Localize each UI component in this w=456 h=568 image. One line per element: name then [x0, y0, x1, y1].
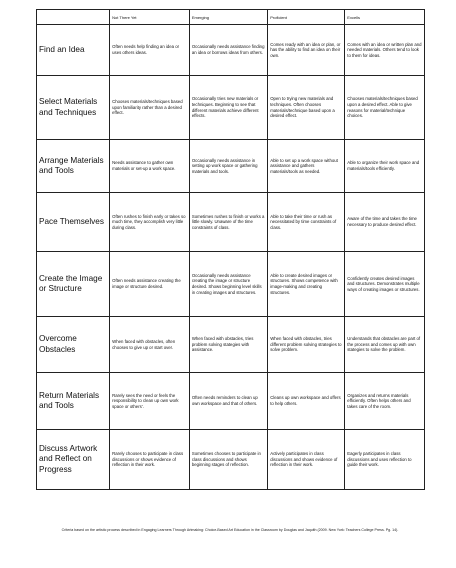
rubric-cell: Able to set up a work space without assistance and gathers materials/tools as needed. — [268, 140, 345, 193]
citation-footer: Criteria based on the artistic process described in Engaging Learners Through Artmaking: Choice-Based Art Education in the Classroom by Douglas and Jaquith (2009. New York: Teachers College Press. Pg. 14). — [61, 528, 399, 532]
rubric-cell: Understands that obstacles are part of the process and comes up with own stategies to solve the problem. — [345, 317, 425, 373]
criterion-label: Create the Image or Structure — [37, 252, 110, 317]
criterion-label: Select Materials and Techniques — [37, 76, 110, 140]
criterion-label: Overcome Obstacles — [37, 317, 110, 373]
rubric-cell: Able to create desired images or structures. Shows competence with image-making and creating structures. — [268, 252, 345, 317]
table-row — [37, 140, 425, 193]
criterion-label: Find an Idea — [37, 25, 110, 76]
rubric-cell: Open to trying new materials and techniques. Often chooses materials/technique based upon a desired effect. — [268, 76, 345, 140]
level-header: Emerging — [189, 10, 267, 25]
rubric-cell: Sometimes chooses to participate in class discussions and shows beginning stages of reflection. — [189, 430, 267, 490]
rubric-cell: Comes ready with an idea or plan, or has the ability to find an idea on their own. — [268, 25, 345, 76]
criterion-label: Pace Themselves — [37, 193, 110, 252]
criterion-label: Return Materials and Tools — [37, 373, 110, 430]
rubric-cell: Chooses materials/techniques based upon familiarity rather than a desired effect. — [110, 76, 190, 140]
rubric-cell: Often rushes to finish early or takes so much time, they accomplish very little during class. — [110, 193, 190, 252]
criterion-label: Arrange Materials and Tools — [37, 140, 110, 193]
rubric-cell: Needs assistance to gather own materials or set-up a work space. — [110, 140, 190, 193]
criterion-label: Discuss Artwork and Reflect on Progress — [37, 430, 110, 490]
table-row — [37, 373, 425, 430]
table-row — [37, 317, 425, 373]
rubric-cell: Chooses materials/techniques based upon a desired effect. Able to give reasons for material/technique choices. — [345, 76, 425, 140]
rubric-cell: Actively participates in class discussions and shows evidence of reflection in their work. — [268, 430, 345, 490]
level-header: Not There Yet — [110, 10, 190, 25]
rubric-cell: Often needs reminders to clean up own workspace and that of others. — [189, 373, 267, 430]
rubric-cell: Able to organize their work space and materials/tools efficiently. — [345, 140, 425, 193]
rubric-cell: Often needs assistance creating the image or structure desired. — [110, 252, 190, 317]
table-row — [37, 193, 425, 252]
header-corner — [37, 10, 110, 25]
rubric-cell: When faced with obstacles, tries different problem solving strategies to solve problem. — [268, 317, 345, 373]
rubric-cell: Occasionally needs assistance creating the image or structure desired. Shows beginning level skills in creating images and structures. — [189, 252, 267, 317]
rubric-cell: Confidently creates desired images and structures. Demonstrates multiple ways of creating images or structures. — [345, 252, 425, 317]
rubric-cell: When faced with obstacles, often chooses to give up or start over. — [110, 317, 190, 373]
rubric-cell: Rarely chooses to participate in class discussions or shows evidence of reflection in their work. — [110, 430, 190, 490]
rubric-cell: Occasionally needs assistance finding an idea or borrows ideas from others. — [189, 25, 267, 76]
table-row — [37, 430, 425, 490]
rubric-cell: Able to take their time or rush as necessitated by time constraints of class. — [268, 193, 345, 252]
rubric-cell: Rarely sees the need or feels the responsibility to clean up own work space or others'. — [110, 373, 190, 430]
rubric-cell: Occasionally tries new materials or techniques. Beginning to see that different materials achieve different effects. — [189, 76, 267, 140]
rubric-cell: Sometimes rushes to finish or works a little slowly. Unaware of the time constraints of class. — [189, 193, 267, 252]
rubric-cell: Often needs help finding an idea or uses others ideas. — [110, 25, 190, 76]
table-row — [37, 252, 425, 317]
header-row — [37, 10, 425, 25]
table-row — [37, 76, 425, 140]
rubric-cell: Aware of the time and takes the time necessary to produce desired effect. — [345, 193, 425, 252]
rubric-cell: Comes with an idea or written plan and needed materials. Others tend to look to them for ideas. — [345, 25, 425, 76]
level-header: Proficient — [268, 10, 345, 25]
rubric-cell: Cleans up own workspace and offers to help others. — [268, 373, 345, 430]
rubric-table — [36, 9, 425, 490]
rubric-cell: Organizes and returns materials efficiently. Often helps others and takes care of the room. — [345, 373, 425, 430]
level-header: Excells — [345, 10, 425, 25]
rubric-cell: Eagerly participates in class discussions and uses reflection to guide their work. — [345, 430, 425, 490]
rubric-cell: When faced with obstacles, tries problem solving stategies with assistance. — [189, 317, 267, 373]
rubric-cell: Occasionally needs assistance in setting up work space or gathering materials and tools. — [189, 140, 267, 193]
table-row — [37, 25, 425, 76]
